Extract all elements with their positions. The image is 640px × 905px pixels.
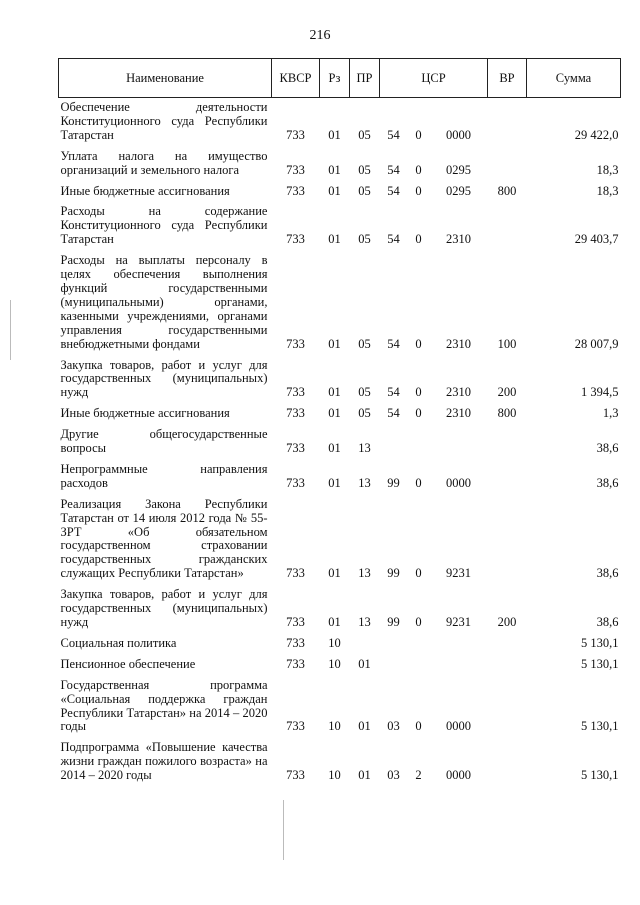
row-kvsr: 733 xyxy=(286,127,305,142)
row-csr-program: 54 xyxy=(387,406,400,421)
table-row xyxy=(59,425,621,460)
table-row xyxy=(59,147,621,182)
row-kvsr: 733 xyxy=(286,336,305,351)
row-sum: 38,6 xyxy=(596,566,619,581)
row-sum: 1,3 xyxy=(602,406,619,421)
row-sum: 5 130,1 xyxy=(581,656,619,671)
row-vr: 800 xyxy=(497,183,517,198)
row-rz: 01 xyxy=(328,566,341,581)
row-kvsr: 733 xyxy=(286,768,305,783)
header-kvsr: КВСР xyxy=(272,59,320,98)
row-rz: 01 xyxy=(328,385,341,400)
header-vr: ВР xyxy=(488,59,527,98)
row-csr-program: 99 xyxy=(387,566,400,581)
row-csr-program xyxy=(380,425,408,460)
row-csr-program xyxy=(380,655,408,676)
row-pr: 05 xyxy=(358,183,371,198)
row-name: Пенсионное обеспечение xyxy=(60,656,196,671)
row-sum: 29 422,0 xyxy=(574,127,619,142)
row-sum: 5 130,1 xyxy=(581,635,619,650)
table-row xyxy=(59,495,621,585)
row-csr-direction: 0295 xyxy=(446,183,471,198)
row-csr-direction: 2310 xyxy=(446,406,471,421)
row-sum: 38,6 xyxy=(596,441,619,456)
row-rz: 10 xyxy=(328,719,341,734)
header-name: Наименование xyxy=(59,59,272,98)
row-csr-subprogram xyxy=(408,634,430,655)
table-row xyxy=(59,738,621,787)
table-row xyxy=(59,460,621,495)
row-vr: 200 xyxy=(497,615,517,629)
row-vr xyxy=(488,655,527,676)
row-kvsr: 733 xyxy=(286,385,305,400)
row-csr-subprogram xyxy=(408,425,430,460)
row-vr xyxy=(488,495,527,585)
row-name: Другие общегосударственные вопросы xyxy=(60,427,268,456)
row-pr: 05 xyxy=(358,406,371,421)
row-csr-subprogram: 0 xyxy=(415,385,422,400)
row-csr-direction: 2310 xyxy=(446,232,471,247)
row-rz: 10 xyxy=(328,635,341,650)
table-row xyxy=(59,655,621,676)
row-csr-program: 54 xyxy=(387,385,400,400)
row-csr-direction xyxy=(430,634,488,655)
row-kvsr: 733 xyxy=(286,475,305,490)
row-pr: 05 xyxy=(358,127,371,142)
row-name: Закупка товаров, работ и услуг для государственных (муниципальных) нужд xyxy=(60,357,268,400)
row-sum: 18,3 xyxy=(596,183,619,198)
row-csr-program: 99 xyxy=(387,615,400,629)
row-sum: 29 403,7 xyxy=(574,232,619,247)
row-name: Расходы на выплаты персоналу в целях обеспечения выполнения функций государственными (муниципальными) органами, казенными учреждениями, органами управления государственными внебюджетными фондами xyxy=(60,253,268,351)
page-number: 216 xyxy=(309,28,331,43)
row-csr-program: 54 xyxy=(387,336,400,351)
row-rz: 10 xyxy=(328,768,341,783)
row-pr: 05 xyxy=(358,336,371,351)
header-csr: ЦСР xyxy=(380,59,488,98)
row-rz: 01 xyxy=(328,162,341,177)
row-pr: 01 xyxy=(358,719,371,734)
row-name: Социальная политика xyxy=(60,635,177,650)
table-row xyxy=(59,676,621,739)
row-csr-subprogram: 0 xyxy=(415,719,422,734)
row-vr xyxy=(488,147,527,182)
table-row xyxy=(59,404,621,425)
row-kvsr: 733 xyxy=(286,719,305,734)
row-sum: 5 130,1 xyxy=(581,768,619,783)
budget-table xyxy=(58,58,621,787)
row-sum: 38,6 xyxy=(596,615,619,629)
row-csr-direction: 9231 xyxy=(446,615,471,629)
row-rz: 01 xyxy=(328,615,341,629)
row-csr-subprogram: 0 xyxy=(415,127,422,142)
row-csr-direction: 2310 xyxy=(446,385,471,400)
table-row xyxy=(59,634,621,655)
row-vr xyxy=(488,738,527,787)
row-rz: 01 xyxy=(328,336,341,351)
table-row xyxy=(59,251,621,355)
row-pr: 13 xyxy=(358,475,371,490)
row-name: Государственная программа «Социальная поддержка граждан Республики Татарстан» на 2014 – 2020 годы xyxy=(60,677,268,734)
row-sum: 28 007,9 xyxy=(574,336,619,351)
row-kvsr: 733 xyxy=(286,183,305,198)
row-kvsr: 733 xyxy=(286,656,305,671)
row-name: Иные бюджетные ассигнования xyxy=(60,183,230,198)
row-pr: 13 xyxy=(358,566,371,581)
row-rz: 01 xyxy=(328,232,341,247)
row-name: Непрограммные направления расходов xyxy=(60,461,268,490)
page-edge-mark xyxy=(10,300,11,360)
row-csr-direction: 0295 xyxy=(446,162,471,177)
row-csr-direction: 0000 xyxy=(446,127,471,142)
row-csr-program: 99 xyxy=(387,475,400,490)
row-csr-subprogram xyxy=(408,655,430,676)
row-csr-subprogram: 0 xyxy=(415,232,422,247)
row-rz: 01 xyxy=(328,127,341,142)
table-row xyxy=(59,356,621,405)
table-row xyxy=(59,182,621,203)
row-vr xyxy=(488,202,527,251)
row-name: Реализация Закона Республики Татарстан от 14 июля 2012 года № 55-ЗРТ «Об обязательном государственном страховании государственных гражданских служащих Республики Татарстан» xyxy=(60,496,268,581)
row-name: Обеспечение деятельности Конституционного суда Республики Татарстан xyxy=(60,100,268,142)
row-pr: 05 xyxy=(358,385,371,400)
row-csr-subprogram: 2 xyxy=(415,768,422,783)
row-pr: 01 xyxy=(358,768,371,783)
header-rz: Рз xyxy=(320,59,350,98)
row-csr-program: 54 xyxy=(387,232,400,247)
row-kvsr: 733 xyxy=(286,232,305,247)
row-name: Уплата налога на имущество организаций и земельного налога xyxy=(60,148,268,177)
page-edge-mark xyxy=(283,800,284,860)
row-csr-direction: 9231 xyxy=(446,566,471,581)
table-row xyxy=(59,585,621,634)
row-kvsr: 733 xyxy=(286,566,305,581)
row-csr-subprogram: 0 xyxy=(415,336,422,351)
row-rz: 10 xyxy=(328,656,341,671)
row-kvsr: 733 xyxy=(286,615,305,629)
row-csr-program: 54 xyxy=(387,162,400,177)
row-name: Подпрограмма «Повышение качества жизни граждан пожилого возраста» на 2014 – 2020 годы xyxy=(60,740,268,783)
row-pr: 13 xyxy=(358,441,371,456)
row-csr-subprogram: 0 xyxy=(415,406,422,421)
header-pr: ПР xyxy=(350,59,380,98)
row-csr-program: 54 xyxy=(387,127,400,142)
row-rz: 01 xyxy=(328,441,341,456)
row-sum: 5 130,1 xyxy=(581,719,619,734)
table-row xyxy=(59,98,621,147)
table-row xyxy=(59,202,621,251)
row-csr-direction: 2310 xyxy=(446,336,471,351)
row-vr: 800 xyxy=(497,406,517,421)
row-kvsr: 733 xyxy=(286,441,305,456)
row-csr-program: 03 xyxy=(387,719,400,734)
row-csr-subprogram: 0 xyxy=(415,566,422,581)
row-csr-direction: 0000 xyxy=(446,475,471,490)
row-rz: 01 xyxy=(328,406,341,421)
row-pr: 05 xyxy=(358,232,371,247)
row-sum: 18,3 xyxy=(596,162,619,177)
row-vr xyxy=(488,460,527,495)
row-pr: 05 xyxy=(358,162,371,177)
row-kvsr: 733 xyxy=(286,635,305,650)
row-csr-direction xyxy=(430,425,488,460)
row-sum: 38,6 xyxy=(596,475,619,490)
table-header-row xyxy=(59,59,621,98)
row-sum: 1 394,5 xyxy=(581,385,619,400)
row-csr-program xyxy=(380,634,408,655)
row-csr-program: 54 xyxy=(387,183,400,198)
row-csr-subprogram: 0 xyxy=(415,615,422,629)
row-name: Иные бюджетные ассигнования xyxy=(60,406,230,421)
row-name: Расходы на содержание Конституционного суда Республики Татарстан xyxy=(60,204,268,247)
row-vr: 100 xyxy=(497,336,517,351)
row-rz: 01 xyxy=(328,475,341,490)
row-vr xyxy=(488,676,527,739)
row-name: Закупка товаров, работ и услуг для государственных (муниципальных) нужд xyxy=(60,587,268,629)
row-vr: 200 xyxy=(497,385,517,400)
row-csr-subprogram: 0 xyxy=(415,475,422,490)
row-rz: 01 xyxy=(328,183,341,198)
row-pr: 13 xyxy=(358,615,371,629)
row-vr xyxy=(488,98,527,147)
row-kvsr: 733 xyxy=(286,162,305,177)
row-pr: 01 xyxy=(358,656,371,671)
row-csr-direction xyxy=(430,655,488,676)
row-csr-program: 03 xyxy=(387,768,400,783)
header-sum: Сумма xyxy=(527,59,621,98)
row-csr-subprogram: 0 xyxy=(415,183,422,198)
row-pr xyxy=(350,634,380,655)
row-csr-direction: 0000 xyxy=(446,768,471,783)
table-body xyxy=(59,98,621,788)
row-vr xyxy=(488,634,527,655)
row-vr xyxy=(488,425,527,460)
row-csr-subprogram: 0 xyxy=(415,162,422,177)
row-kvsr: 733 xyxy=(286,406,305,421)
row-csr-direction: 0000 xyxy=(446,719,471,734)
